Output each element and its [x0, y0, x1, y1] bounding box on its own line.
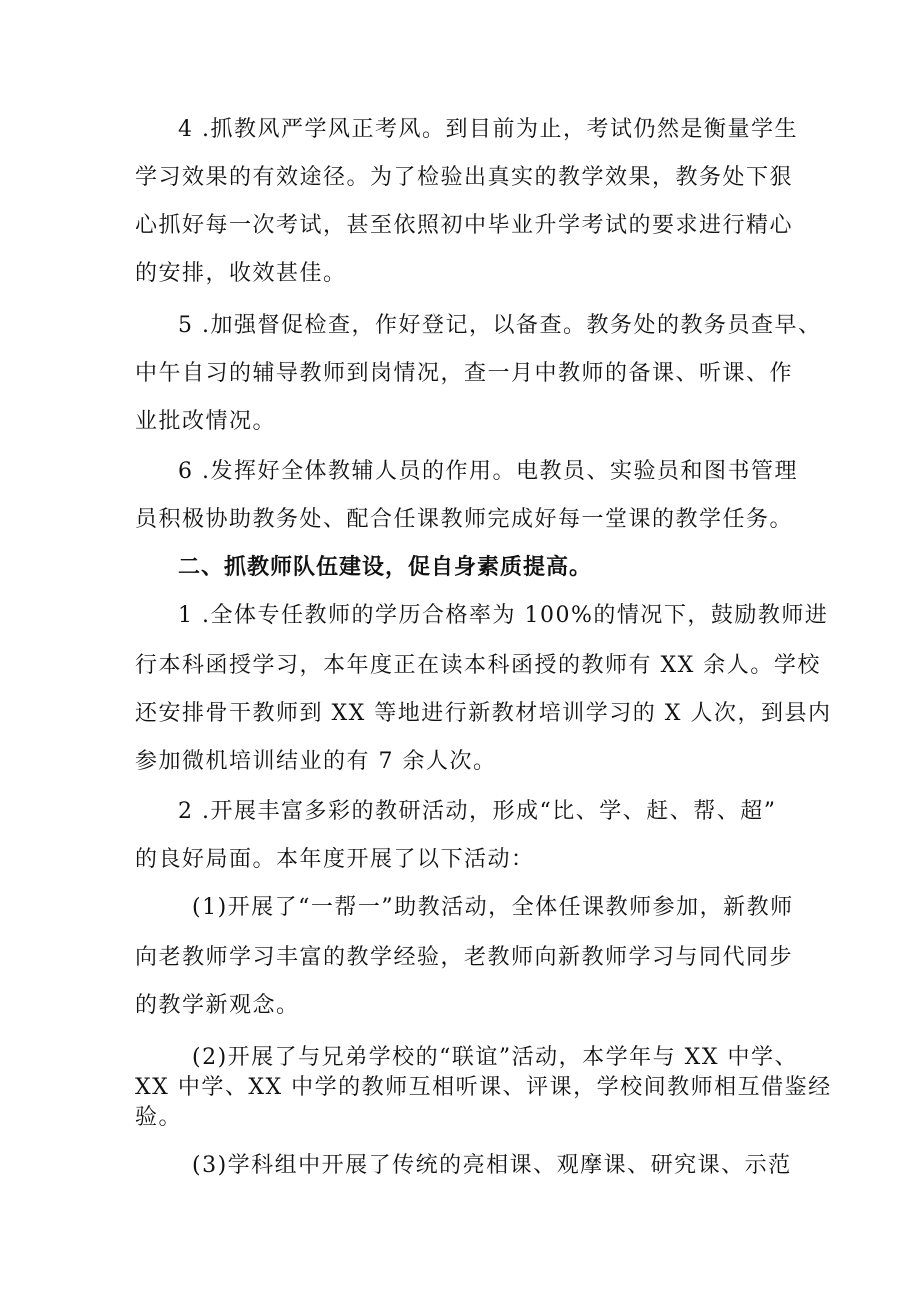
section-heading: 二、抓教师队伍建设，促自身素质提高。 — [178, 555, 593, 580]
paragraph-4-line-4: 的安排，收效甚佳。 — [135, 261, 347, 286]
paragraph-5-line-2: 中午自习的辅导教师到岗情况，查一月中教师的备课、听课、作 — [135, 361, 794, 386]
paragraph-4-line-3: 心抓好每一次考试，甚至依照初中毕业升学考试的要求进行精心 — [135, 213, 794, 238]
paragraph-5-line-3: 业批改情况。 — [135, 409, 277, 434]
paragraph-6-line-1: 6 .发挥好全体教辅人员的作用。电教员、实验员和图书管理 — [178, 459, 798, 484]
subitem-2-line-3: 验。 — [135, 1105, 183, 1130]
subitem-3-line-1: (3)学科组中开展了传统的亮相课、观摩课、研究课、示范 — [192, 1153, 792, 1178]
subitem-1-line-2: 向老教师学习丰富的教学经验，老教师向新教师学习与同代同步 — [135, 945, 794, 970]
subitem-1-line-1: (1)开展了“一帮一”助教活动，全体任课教师参加，新教师 — [192, 895, 794, 920]
paragraph-4-line-1: 4 .抓教风严学风正考风。到目前为止，考试仍然是衡量学生 — [178, 117, 798, 142]
paragraph-5-line-1: 5 .加强督促检查，作好登记，以备查。教务处的教务员查早、 — [178, 313, 822, 338]
subitem-1-line-3: 的教学新观念。 — [135, 993, 300, 1018]
paragraph-6-line-2: 员积极协助教务处、配合任课教师完成好每一堂课的教学任务。 — [135, 507, 794, 532]
item-1-line-3: 还安排骨干教师到 XX 等地进行新教材培训学习的 X 人次，到县内 — [135, 701, 832, 726]
item-2-line-2: 的良好局面。本年度开展了以下活动： — [135, 847, 535, 872]
item-1-line-2: 行本科函授学习，本年度正在读本科函授的教师有 XX 余人。学校 — [135, 653, 821, 678]
item-2-line-1: 2 .开展丰富多彩的教研活动，形成“比、学、赶、帮、超” — [178, 799, 777, 824]
subitem-2-line-2: XX 中学、XX 中学的教师互相听课、评课，学校间教师相互借鉴经 — [135, 1075, 832, 1100]
subitem-2-line-1: (2)开展了与兄弟学校的“联谊”活动，本学年与 XX 中学、 — [192, 1045, 798, 1070]
item-1-line-1: 1 .全体专任教师的学历合格率为 100%的情况下，鼓励教师进 — [178, 603, 829, 628]
paragraph-4-line-2: 学习效果的有效途径。为了检验出真实的教学效果，教务处下狠 — [135, 165, 794, 190]
item-1-line-4: 参加微机培训结业的有 7 余人次。 — [135, 749, 497, 774]
